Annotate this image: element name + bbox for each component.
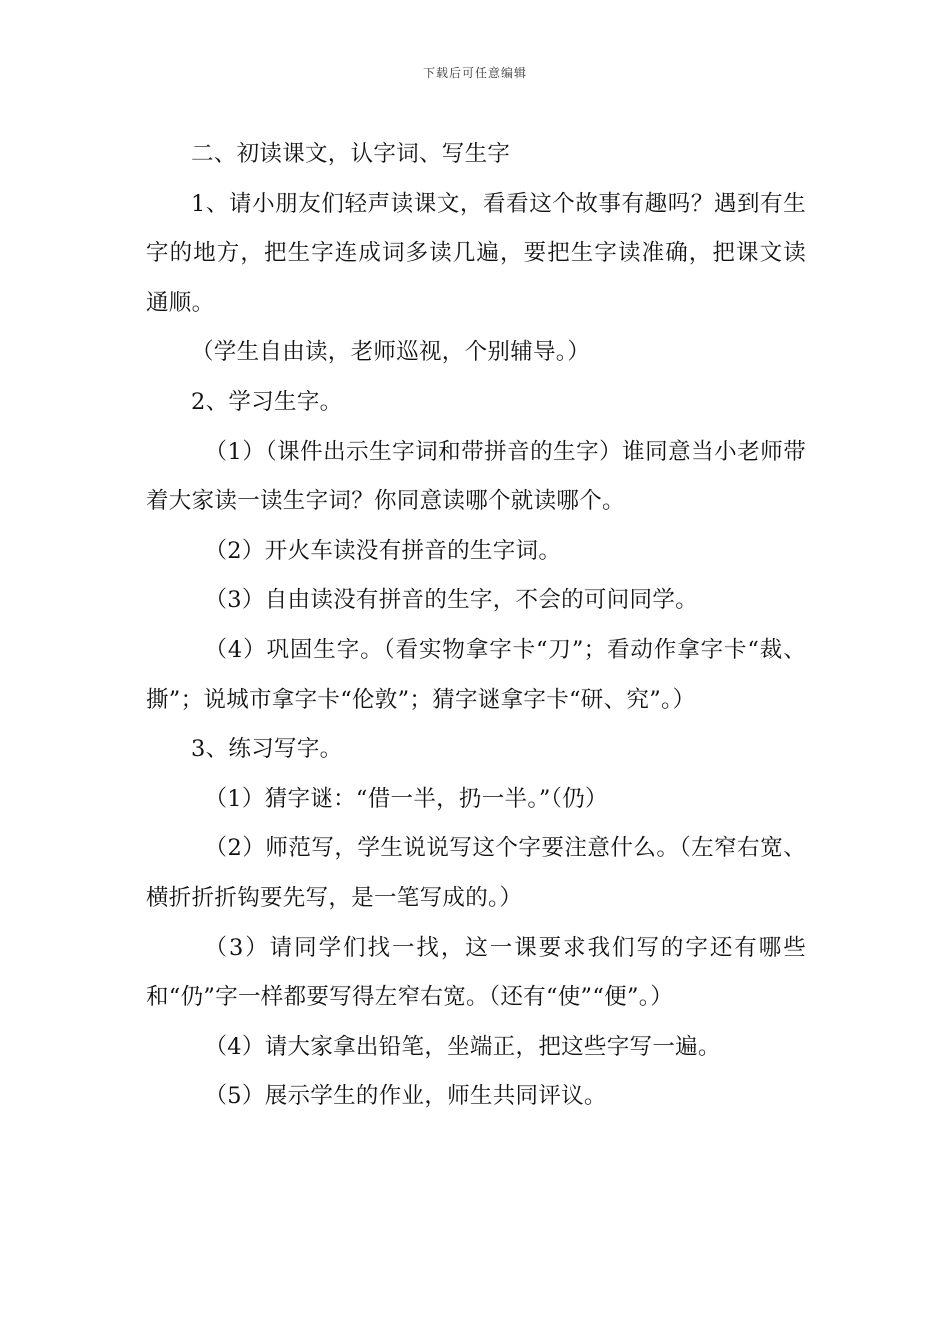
step-3-item-3: （3）请同学们找一找，这一课要求我们写的字还有哪些和“仍”字一样都要写得左窄右宽。（还有“使”“便”。） [146,934,806,1011]
section-heading: 二、初读课文，认字词、写生字 [191,141,511,167]
step-3-item-1: （1）猜字谜：“借一半，扔一半。”（仍） [204,785,608,812]
step-1-paragraph: 1、请小朋友们轻声读课文，看看这个故事有趣吗？遇到有生字的地方，把生字连成词多读几遍，要把生字读准确，把课文读通顺。 [146,190,806,316]
step-2-item-4: （4）巩固生字。（看实物拿字卡“刀”；看动作拿字卡“裁、撕”；说城市拿字卡“伦敦”；猜字谜拿字卡“研、究”。） [146,636,806,713]
step-2-heading: 2、学习生字。 [191,388,343,415]
page-header: 下载后可任意编辑 [422,66,527,80]
step-2-item-1: （1）（课件出示生字词和带拼音的生字）谁同意当小老师带着大家读一读生字词？你同意读哪个就读哪个。 [146,438,806,515]
step-3-item-2: （2）师范写，学生说说写这个字要注意什么。（左窄右宽、横折折折钩要先写，是一笔写成的。） [146,835,806,911]
document-body [146,130,806,1122]
note-paragraph: （学生自由读，老师巡视，个别辅导。） [191,339,591,366]
step-3-item-5: （5）展示学生的作业，师生共同评议。 [204,1083,607,1110]
step-3-item-4: （4）请大家拿出铅笔，坐端正，把这些字写一遍。 [204,1033,721,1060]
step-3-heading: 3、练习写字。 [191,736,343,763]
step-2-item-2: （2）开火车读没有拼音的生字词。 [204,537,562,564]
step-2-item-3: （3）自由读没有拼音的生字，不会的可问同学。 [204,587,698,614]
